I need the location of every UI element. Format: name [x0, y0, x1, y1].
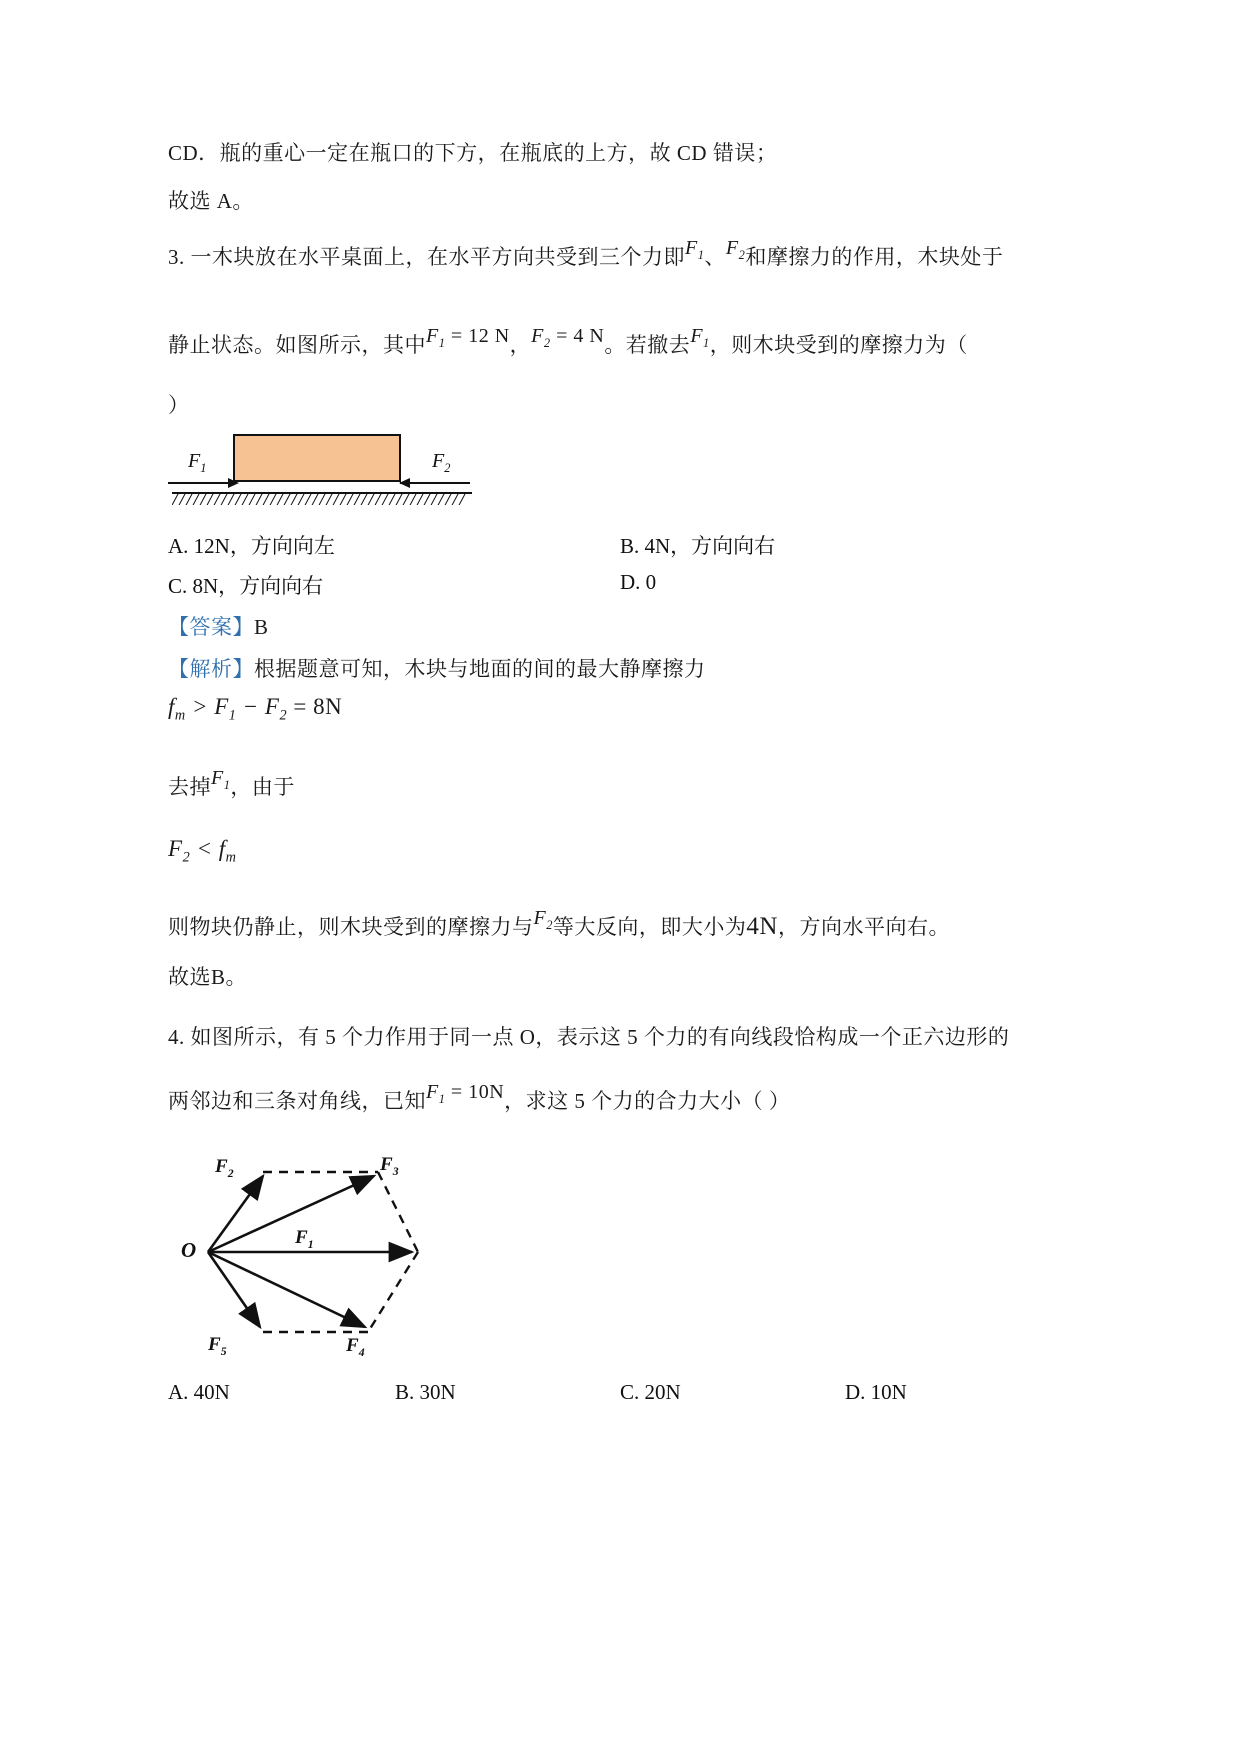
inline-F1-removed: $F_1$	[211, 767, 231, 792]
q3-text-part2b: ，	[509, 333, 532, 357]
cd-explanation-text: CD．瓶的重心一定在瓶口的下方，在瓶底的上方，故 CD 错误；	[168, 141, 778, 165]
inline-F2-conclusion: $F_2$	[533, 907, 553, 932]
formula-f2-less-fm: $F_2 < f_m$	[168, 836, 237, 866]
analysis-text: 根据题意可知，木块与地面的间的最大静摩擦力	[254, 657, 706, 681]
paragraph-choose-a	[168, 186, 254, 216]
wooden-block-shape	[233, 434, 401, 482]
q4-option-d[interactable]: D. 10N	[845, 1380, 907, 1404]
remove-pre-text: 去掉	[168, 775, 211, 799]
question-3-statement-line1	[168, 237, 1004, 280]
q3-option-d[interactable]: D. 0	[620, 570, 657, 594]
q3-text-part2d: ，则木块受到的摩擦力为（	[709, 333, 968, 357]
force-arrow-right-shaft	[400, 482, 470, 484]
hex-label-F1: $F_1$	[295, 1227, 314, 1251]
hex-label-F2: $F_2$	[215, 1156, 234, 1180]
q4-text-part1: 4. 如图所示，有 5 个力作用于同一点 O，表示这 5 个力的有向线段恰构成一个正六边形的	[168, 1025, 1010, 1049]
q3-text-part2c: 。若撤去	[604, 333, 691, 357]
ground-hatching	[172, 493, 472, 505]
q3-eq-F2: $F_2 = 4$ N	[531, 325, 605, 350]
force-arrow-right-head	[399, 478, 410, 488]
q4-option-b[interactable]: B. 30N	[395, 1380, 456, 1404]
conclusion-part-c: ，方向水平向右。	[777, 915, 950, 939]
q3-inline-F1-removed: $F_1$	[690, 325, 710, 350]
question-4-statement-line2	[168, 1081, 791, 1124]
remove-post-text: ，由于	[230, 775, 295, 799]
conclusion-value-4N: 4N	[746, 913, 778, 940]
q4-option-a[interactable]: A. 40N	[168, 1380, 230, 1404]
q3-paren-text: ）	[168, 393, 190, 417]
q4-text-part2a: 两邻边和三条对角线，已知	[168, 1089, 426, 1113]
question-4-statement-line1	[168, 1022, 1009, 1052]
paragraph-cd-explanation	[168, 138, 777, 168]
force-arrow-left-shaft	[168, 482, 236, 484]
q3-eq-F1: $F_1 = 12$ N	[426, 325, 510, 350]
analysis-conclusion-row	[168, 907, 950, 950]
q3-option-b[interactable]: B. 4N，方向向右	[620, 534, 776, 558]
answer-label: 【答案】	[168, 615, 254, 639]
choose-a-text: 故选 A。	[168, 189, 254, 213]
q3-option-c[interactable]: C. 8N，方向向右	[168, 574, 324, 598]
q3-text-part1b: 、	[704, 245, 726, 269]
diagram-label-F2: $F_2$	[432, 450, 451, 475]
hex-label-F5: $F_5$	[208, 1334, 227, 1358]
q3-text-part1: 3. 一木块放在水平桌面上，在水平方向共受到三个力即	[168, 245, 685, 269]
question-3-closing-paren	[168, 390, 190, 420]
q3-text-part2a: 静止状态。如图所示，其中	[168, 333, 426, 357]
hexagon-force-diagram	[168, 1142, 508, 1360]
conclusion-part-a: 则物块仍静止，则木块受到的摩擦力与	[168, 915, 534, 939]
hex-label-origin-O: O	[181, 1238, 197, 1262]
analysis-remove-f1-row	[168, 767, 295, 810]
analysis-label: 【解析】	[168, 657, 254, 681]
q3-inline-F2: $F_2$	[725, 237, 746, 262]
choose-b-row	[168, 962, 247, 992]
conclusion-part-b: 等大反向，即大小为	[552, 915, 747, 939]
answer-row	[168, 612, 269, 642]
answer-value: B	[254, 615, 269, 639]
hex-label-F4: $F_4$	[346, 1335, 365, 1359]
diagram-label-F1: $F_1$	[188, 450, 207, 475]
hex-label-F3: $F_3$	[380, 1154, 399, 1178]
q4-option-c[interactable]: C. 20N	[620, 1380, 681, 1404]
q4-eq-F1: $F_1 = 10N$	[426, 1081, 505, 1106]
q4-text-part2b: ，求这 5 个力的合力大小（ ）	[504, 1089, 791, 1113]
block-force-diagram	[168, 424, 508, 502]
q3-text-part1c: 和摩擦力的作用，木块处于	[745, 245, 1004, 269]
force-arrow-left-head	[228, 478, 239, 488]
analysis-row	[168, 654, 706, 684]
choose-b-text: 故选B。	[168, 965, 248, 989]
q3-option-a[interactable]: A. 12N，方向向左	[168, 534, 335, 558]
q3-inline-F1: $F_1$	[685, 237, 705, 262]
formula-max-static-friction: $f_m > F_1 - F_2 = 8N$	[168, 694, 343, 724]
question-3-statement-line2	[168, 325, 968, 368]
